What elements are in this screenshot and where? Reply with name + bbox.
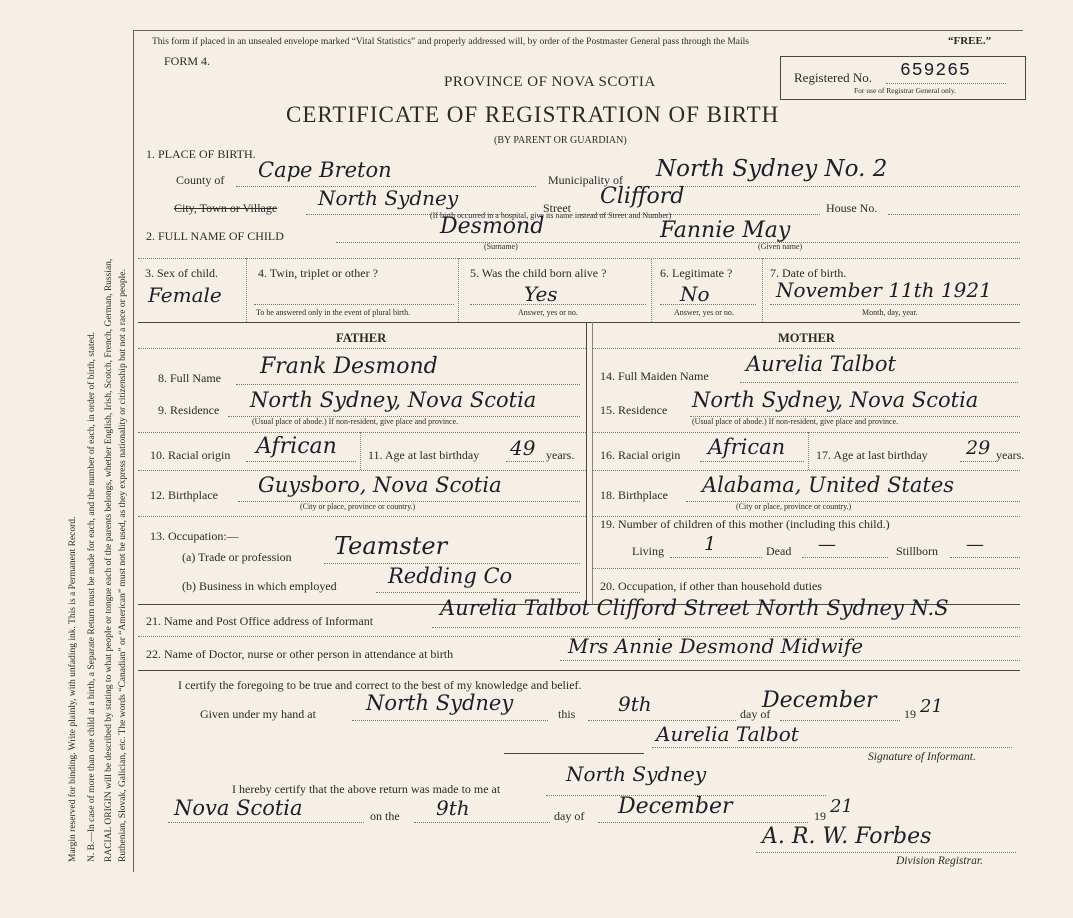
certify-year: 21 xyxy=(920,696,943,717)
margin-note-racial-origin: RACIAL ORIGIN will be described by stating to what people or tongue each of the parents belongs, whether English, Irish, Scotch, French, German, Russian, xyxy=(104,258,114,862)
sex-label: 3. Sex of child. xyxy=(145,266,218,280)
father-business-label: (b) Business in which employed xyxy=(182,579,337,593)
registrar-place: North Sydney xyxy=(566,762,707,786)
sex-value: Female xyxy=(148,283,222,307)
mother-residence-note: (Usual place of abode.) If non-resident, give place and province. xyxy=(692,417,899,426)
municipality-label: Municipality of xyxy=(548,173,623,187)
father-trade: Teamster xyxy=(334,532,448,560)
dead-line xyxy=(802,557,888,558)
given-name-caption: (Given name) xyxy=(758,242,803,251)
registrar-place2: Nova Scotia xyxy=(174,796,303,820)
father-row-line-2 xyxy=(138,470,586,471)
municipality-line xyxy=(640,186,1020,187)
informant-signature-caption: Signature of Informant. xyxy=(868,751,976,763)
surname-caption: (Surname) xyxy=(484,242,518,251)
certify-year-prefix: 19 xyxy=(904,707,916,721)
father-row-line-3 xyxy=(138,516,586,517)
dead-value: — xyxy=(818,534,836,555)
legitimate-note: Answer, yes or no. xyxy=(674,308,734,317)
house-label: House No. xyxy=(826,201,878,215)
mother-residence: North Sydney, Nova Scotia xyxy=(692,388,979,412)
row3-divider-3 xyxy=(651,258,652,322)
registrar-month-line xyxy=(598,822,808,823)
mother-residence-label: 15. Residence xyxy=(600,403,668,417)
registrar-signature-line xyxy=(756,852,1016,853)
father-race: African xyxy=(256,434,337,459)
father-age-line xyxy=(506,461,544,462)
mother-age-line xyxy=(960,461,996,462)
dob-value: November 11th 1921 xyxy=(776,278,992,302)
registrar-signature: A. R. W. Forbes xyxy=(762,824,932,849)
stillborn-label: Stillborn xyxy=(896,544,939,558)
informant-signature-line xyxy=(652,747,1012,748)
mother-race-label: 16. Racial origin xyxy=(600,448,681,462)
father-business-line xyxy=(376,592,580,593)
registered-label: Registered No. xyxy=(794,70,872,85)
informant-signature: Aurelia Talbot xyxy=(656,722,799,746)
margin-note-binding: Margin reserved for binding. Write plainly, with unfading ink. This is a Permanent Record. xyxy=(68,516,78,862)
doctor-line xyxy=(560,660,1020,661)
row3-top-line xyxy=(138,258,1020,259)
twin-note: To be answered only in the event of plural birth. xyxy=(256,308,411,317)
father-race-age-divider xyxy=(360,432,361,470)
margin-note-multiple-births: N. B.—In case of more than one child at a birth, a Separate Return must be made for each, and the number of each, in order of birth, stated. xyxy=(87,332,97,862)
mother-race: African xyxy=(708,435,786,459)
dob-label: 7. Date of birth. xyxy=(770,266,847,280)
registered-number-line xyxy=(886,83,1006,84)
informant-line xyxy=(432,627,1020,628)
certify-month-line xyxy=(780,720,900,721)
house-line xyxy=(888,214,1020,215)
row3-bottom-line xyxy=(138,322,1020,323)
mother-birthplace-label: 18. Birthplace xyxy=(600,488,668,502)
father-business: Redding Co xyxy=(388,564,513,588)
father-years-label: years. xyxy=(546,448,575,462)
mother-name-line xyxy=(740,382,1018,383)
registrar-month: December xyxy=(618,794,733,819)
row3-divider-1 xyxy=(246,258,247,322)
alive-value: Yes xyxy=(524,282,558,306)
father-age-label: 11. Age at last birthday xyxy=(368,448,480,462)
mother-row-line-4 xyxy=(592,568,1020,569)
registrar-day-of-label: day of xyxy=(554,809,585,823)
certify-month: December xyxy=(762,688,877,713)
living-line xyxy=(670,557,762,558)
doctor-bottom-line xyxy=(138,670,1020,671)
form-left-border xyxy=(133,30,134,872)
father-residence: North Sydney, Nova Scotia xyxy=(250,388,537,412)
father-heading-line xyxy=(138,348,586,349)
father-race-line xyxy=(246,461,356,462)
father-residence-label: 9. Residence xyxy=(158,403,220,417)
free-stamp: “FREE.” xyxy=(948,35,992,47)
registrar-note: For use of Registrar General only. xyxy=(854,86,956,95)
province-heading: PROVINCE OF NOVA SCOTIA xyxy=(444,74,656,90)
mail-note: This form if placed in an unsealed envelope marked “Vital Statistics” and properly addressed will, by order of the Postmaster General pass through the Mails xyxy=(152,37,749,47)
doctor-value: Mrs Annie Desmond Midwife xyxy=(568,634,864,658)
alive-line xyxy=(470,304,646,305)
dead-label: Dead xyxy=(766,544,792,558)
mother-name-label: 14. Full Maiden Name xyxy=(600,369,709,383)
given-place-line xyxy=(352,720,548,721)
father-birthplace-label: 12. Birthplace xyxy=(150,488,218,502)
street-label: Street xyxy=(543,201,571,215)
registrar-place2-line xyxy=(168,822,364,823)
registrar-year: 21 xyxy=(830,796,853,817)
mother-heading: MOTHER xyxy=(778,331,835,345)
father-heading: FATHER xyxy=(336,331,387,345)
father-name: Frank Desmond xyxy=(260,354,438,379)
row3-divider-4 xyxy=(762,258,763,322)
registrar-day: 9th xyxy=(436,796,470,820)
informant-label: 21. Name and Post Office address of Informant xyxy=(146,614,374,628)
child-given-name: Fannie May xyxy=(660,218,791,243)
father-occupation-label: 13. Occupation:— xyxy=(150,529,239,543)
registrar-text: I hereby certify that the above return was made to me at xyxy=(232,782,501,796)
mother-birthplace-note: (City or place, province or country.) xyxy=(736,502,852,511)
father-name-label: 8. Full Name xyxy=(158,371,221,385)
certify-day: 9th xyxy=(618,692,652,716)
alive-note: Answer, yes or no. xyxy=(518,308,578,317)
municipality-value: North Sydney No. 2 xyxy=(656,156,888,182)
mother-age-label: 17. Age at last birthday xyxy=(816,448,928,462)
city-label: City, Town or Village xyxy=(174,201,278,215)
street-value: Clifford xyxy=(600,184,685,209)
hospital-note: (If birth occurred in a hospital, give its name instead of Street and Number) xyxy=(430,211,672,220)
stillborn-line xyxy=(950,557,1020,558)
living-label: Living xyxy=(632,544,664,558)
child-surname: Desmond xyxy=(440,214,545,239)
father-residence-note: (Usual place of abode.) If non-resident, give place and province. xyxy=(252,417,459,426)
given-place: North Sydney xyxy=(366,691,514,715)
mother-birthplace: Alabama, United States xyxy=(702,473,955,497)
registrar-day-line xyxy=(414,822,550,823)
legitimate-label: 6. Legitimate ? xyxy=(660,266,733,280)
dob-line xyxy=(770,304,1020,305)
alive-label: 5. Was the child born alive ? xyxy=(470,266,607,280)
county-value: Cape Breton xyxy=(258,158,392,182)
county-label: County of xyxy=(176,173,225,187)
mother-years-label: years. xyxy=(996,448,1025,462)
parents-column-divider-inner xyxy=(592,322,593,604)
father-row-line-1 xyxy=(138,432,586,433)
place-heading: 1. PLACE OF BIRTH. xyxy=(146,147,256,161)
twin-line xyxy=(254,304,454,305)
father-trade-label: (a) Trade or profession xyxy=(182,550,292,564)
certify-day-of-label: day of xyxy=(740,707,771,721)
legitimate-value: No xyxy=(680,282,710,306)
father-race-label: 10. Racial origin xyxy=(150,448,231,462)
given-under-label: Given under my hand at xyxy=(200,707,316,721)
registered-number: 659265 xyxy=(900,61,971,81)
certificate-title: CERTIFICATE OF REGISTRATION OF BIRTH xyxy=(286,102,780,127)
certify-rule xyxy=(504,753,644,754)
mother-row-line-2 xyxy=(592,470,1020,471)
margin-note-racial-origin-2: Ruthenian, Slovak, Galician, etc. The words “Canadian” or “American” must not be used, as they express nationality or citizenship but not a race or people. xyxy=(118,269,128,862)
father-birthplace: Guysboro, Nova Scotia xyxy=(258,473,502,497)
form-top-border xyxy=(133,30,1023,31)
stillborn-value: — xyxy=(966,534,984,555)
children-count-label: 19. Number of children of this mother (including this child.) xyxy=(600,517,890,531)
mother-name: Aurelia Talbot xyxy=(746,352,896,376)
mother-age: 29 xyxy=(966,437,991,459)
row3-divider-2 xyxy=(458,258,459,322)
informant-value: Aurelia Talbot Clifford Street North Sydney N.S xyxy=(440,596,949,620)
mother-row-line-1 xyxy=(592,432,1020,433)
mother-race-line xyxy=(700,461,804,462)
registrar-signature-caption: Division Registrar. xyxy=(896,855,983,867)
child-name-label: 2. FULL NAME OF CHILD xyxy=(146,229,284,243)
father-birthplace-note: (City or place, province or country.) xyxy=(300,502,416,511)
city-value: North Sydney xyxy=(318,186,459,210)
certify-day-line xyxy=(588,720,736,721)
living-value: 1 xyxy=(704,533,717,555)
certificate-subtitle: (BY PARENT OR GUARDIAN) xyxy=(494,135,627,146)
dob-note: Month, day, year. xyxy=(862,308,918,317)
registrar-on-the-label: on the xyxy=(370,809,400,823)
this-label: this xyxy=(558,707,576,721)
twin-label: 4. Twin, triplet or other ? xyxy=(258,266,378,280)
parents-column-divider xyxy=(586,322,587,604)
certify-text: I certify the foregoing to be true and correct to the best of my knowledge and belief. xyxy=(178,678,582,692)
father-age: 49 xyxy=(510,436,536,460)
mother-race-age-divider xyxy=(808,432,809,470)
mother-occupation-label: 20. Occupation, if other than household duties xyxy=(600,579,822,593)
doctor-label: 22. Name of Doctor, nurse or other person in attendance at birth xyxy=(146,647,454,661)
mother-heading-line xyxy=(592,348,1020,349)
father-name-line xyxy=(236,384,580,385)
registrar-year-prefix: 19 xyxy=(814,809,826,823)
form-number: FORM 4. xyxy=(164,54,211,68)
